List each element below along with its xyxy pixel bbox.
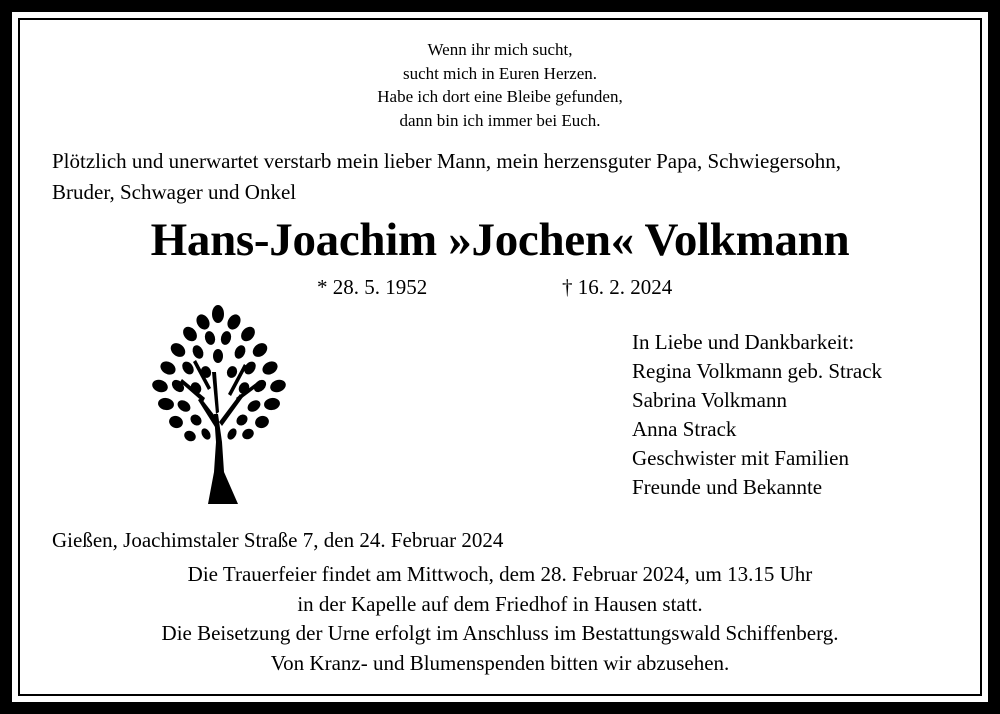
intro-text bbox=[52, 146, 958, 208]
mourner-entry: Geschwister mit Familien bbox=[632, 446, 849, 470]
intro-line: Plötzlich und unerwartet verstarb mein lieber Mann, mein herzensguter Papa, Schwiegersohn, bbox=[52, 149, 842, 173]
poem-line: Wenn ihr mich sucht, bbox=[427, 40, 573, 59]
service-line: Von Kranz- und Blumenspenden bitten wir abzusehen. bbox=[270, 650, 730, 675]
service-line: Die Trauerfeier findet am Mittwoch, dem 28. Februar 2024, um 13.15 Uhr bbox=[187, 562, 813, 586]
mourners-heading: In Liebe und Dankbarkeit: bbox=[632, 330, 855, 354]
intro-line: Bruder, Schwager und Onkel bbox=[52, 180, 297, 204]
tree-icon bbox=[148, 302, 290, 506]
birth-date: * 28. 5. 1952 bbox=[317, 275, 428, 299]
mourner-entry: Sabrina Volkmann bbox=[632, 388, 787, 412]
place-date: Gießen, Joachimstaler Straße 7, den 24. Februar 2024 bbox=[52, 528, 504, 552]
service-line: Die Beisetzung der Urne erfolgt im Anschluss im Bestattungswald Schiffenberg. bbox=[161, 621, 839, 645]
poem-line: sucht mich in Euren Herzen. bbox=[402, 63, 597, 83]
obituary-notice bbox=[12, 12, 988, 702]
deceased-name: Hans-Joachim »Jochen« Volkmann bbox=[150, 214, 850, 266]
poem bbox=[12, 38, 988, 132]
mourner-entry: Freunde und Bekannte bbox=[632, 475, 823, 499]
mourner-entry: Anna Strack bbox=[632, 417, 737, 441]
poem-line: Habe ich dort eine Bleibe gefunden, bbox=[377, 87, 623, 106]
service-info bbox=[12, 560, 988, 678]
mourners-list bbox=[632, 328, 882, 502]
poem-line: dann bin ich immer bei Euch. bbox=[399, 110, 601, 130]
mourner-entry: Regina Volkmann geb. Strack bbox=[632, 359, 883, 383]
death-date: † 16. 2. 2024 bbox=[562, 275, 673, 299]
service-line: in der Kapelle auf dem Friedhof in Hausen statt. bbox=[297, 591, 703, 616]
